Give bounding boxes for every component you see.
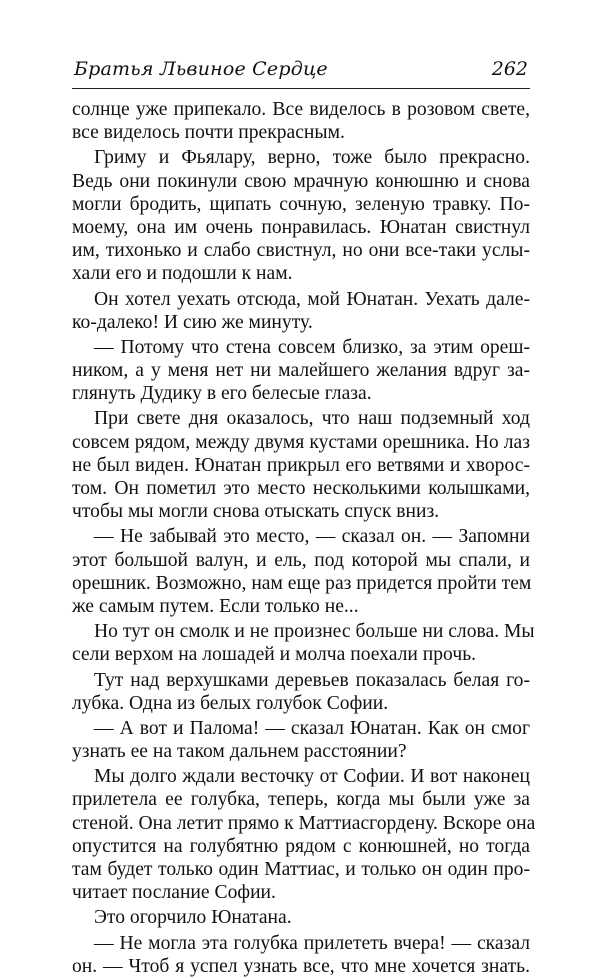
text-line: читает послание Софии. <box>72 882 276 904</box>
text-line: ко-далеко! И сию же минуту. <box>72 311 313 333</box>
text-line: не был виден. Юнатан прикрыл его ветвями и хворос- <box>72 454 530 476</box>
text-line: Мы долго ждали весточку от Софии. И вот наконец <box>94 766 530 788</box>
header-rule <box>72 88 530 89</box>
running-title: Братья Львиное Сердце <box>74 58 328 80</box>
text-line: им, тихонько и слабо свистнул, но они все-таки услы- <box>72 240 530 262</box>
text-line: — Не забывай это место, — сказал он. — Запомни <box>94 526 530 548</box>
text-line: Он хотел уехать отсюда, мой Юнатан. Уехать дале- <box>94 288 530 310</box>
text-line: Гриму и Фьялару, верно, тоже было прекрасно. <box>94 147 530 169</box>
text-line: Тут над верхушками деревьев показалась белая го- <box>94 669 530 691</box>
text-line: этот большой валун, и ель, под которой мы спали, и <box>72 549 530 571</box>
text-line: солнце уже припекало. Все виделось в розовом свете, <box>72 99 530 120</box>
text-line: — Не могла эта голубка прилететь вчера! — сказал <box>94 932 530 954</box>
text-line: — Потому что стена совсем близко, за этим ореш- <box>94 336 530 358</box>
text-line: чтобы мы могли снова отыскать спуск вниз. <box>72 501 440 523</box>
body-text <box>72 98 536 978</box>
text-line: могли бродить, щипать сочную, зеленую травку. По- <box>72 193 530 215</box>
text-line: сели верхом на лошадей и молча поехали прочь. <box>72 644 477 666</box>
text-line: лубка. Одна из белых голубок Софии. <box>72 692 389 714</box>
text-line: моему, она им очень понравилась. Юнатан свистнул <box>72 216 530 238</box>
text-line: хали его и подошли к нам. <box>72 263 293 285</box>
text-line: ником, а у меня нет ни малейшего желания вдруг за- <box>72 360 530 382</box>
text-line: прилетела ее голубка, теперь, когда мы были уже за <box>72 789 530 811</box>
text-line: орешник. Возможно, нам еще раз придется пройти тем <box>72 572 532 594</box>
text-line: Ведь они покинули свою мрачную конюшню и снова <box>72 170 530 192</box>
text-line: Но тут он смолк и не произнес больше ни слова. Мы <box>94 621 535 643</box>
text-line: том. Он пометил это место несколькими колышками, <box>72 478 530 499</box>
text-line: глянуть Дудику в его белесые глаза. <box>72 383 372 405</box>
text-line: он. — Чтоб я успел узнать все, что мне хочется знать. <box>72 955 530 977</box>
text-line: — А вот и Палома! — сказал Юнатан. Как он смог <box>94 717 530 739</box>
text-line: При свете дня оказалось, что наш подземный ход <box>94 408 530 430</box>
text-line: там будет только один Маттиас, и только он один про- <box>72 859 530 880</box>
text-line: совсем рядом, между двумя кустами орешника. Но лаз <box>72 431 530 453</box>
running-head <box>72 56 530 86</box>
text-line: все виделось почти прекрасным. <box>72 122 345 144</box>
text-line: опустится на голубятню рядом с конюшней, но тогда <box>72 835 530 857</box>
text-line: узнать ее на таком дальнем расстоянии? <box>72 741 407 763</box>
page-number: 262 <box>491 58 528 80</box>
text-line: Это огорчило Юнатана. <box>94 907 292 929</box>
text-line: же самым путем. Если только не... <box>72 595 359 617</box>
text-line: стеной. Она летит прямо к Маттиасгордену. Вскоре она <box>72 812 536 834</box>
